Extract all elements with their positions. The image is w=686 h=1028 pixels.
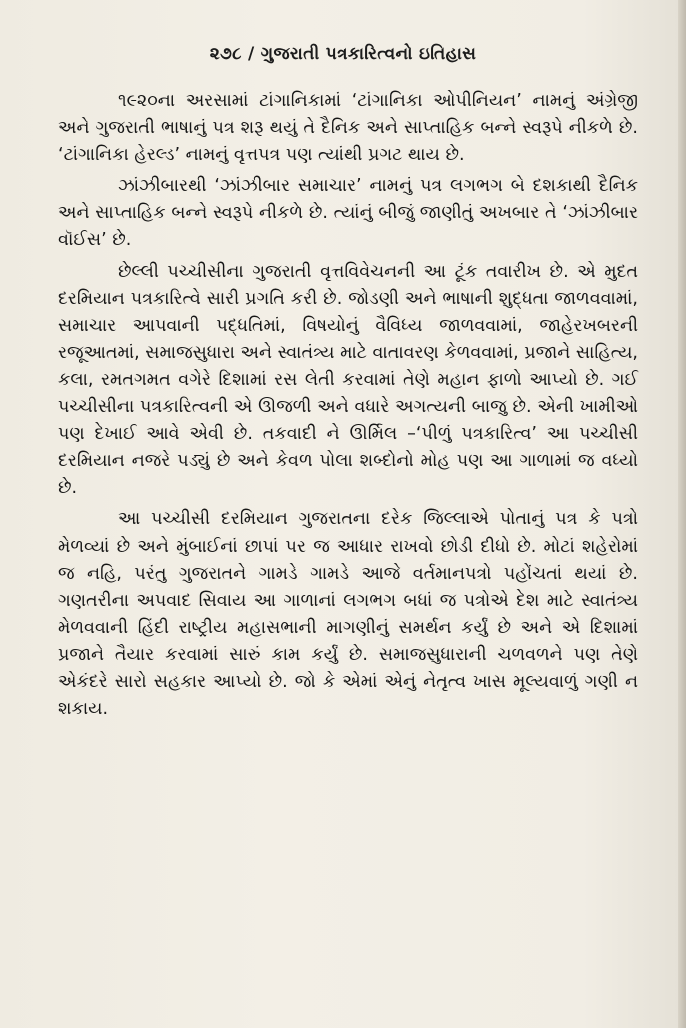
paragraph-zanzibar: ઝાંઝીબારથી ‘ઝાંઝીબાર સમાચાર’ નામનું પત્ર લગભગ બે દશકાથી દૈનિક અને સાપ્તાહિક બન્ને સ્વરૂપે નીકળે છે. ત્યાંનું બીજું જાણીતું અખબાર તે ‘ઝાંઝીબાર વૉઈસ’ છે. <box>58 176 638 251</box>
body-text <box>58 88 638 727</box>
header-separator: / <box>248 44 255 64</box>
paragraph-review: છેલ્લી પચ્ચીસીના ગુજરાતી વૃત્તવિવેચનની આ ટૂંક તવારીખ છે. એ મુદત દરમિયાન પત્રકારિત્વે સારી પ્રગતિ કરી છે. જોડણી અને ભાષાની શુદ્ધતા જાળવવામાં, સમાચાર આપવાની પદ્ધતિમાં, વિષયોનું વૈવિધ્ય જાળવવામાં, જાહેરખબરની રજૂઆતમાં, સમાજસુધારા અને સ્વાતંત્ર્ય માટે વાતાવરણ કેળવવામાં, પ્રજાને સાહિત્ય, કલા, રમતગમત વગેરે દિશામાં રસ લેતી કરવામાં તેણે મહાન ફાળો આપ્યો છે. ગઈ પચ્ચીસીના પત્રકારિત્વની એ ઊજળી અને વધારે અગત્યની બાજુ છે. એની ખામીઓ પણ દેખાઈ આવે એવી છે. તકવાદી ને ઊર્મિલ –‘પીળું પત્રકારિત્વ’ આ પચ્ચીસી દરમિયાન નજરે પડ્યું છે અને કેવળ પોલા શબ્દોનો મોહ પણ આ ગાળામાં જ વધ્યો છે. <box>58 261 638 499</box>
page-number: ૨૭૮ <box>209 44 242 64</box>
paragraph-tanganyika: ૧૯૨૦ના અરસામાં ટાંગાનિકામાં ‘ટાંગાનિકા ઓપીનિયન’ નામનું અંગ્રેજી અને ગુજરાતી ભાષાનું પત્ર શરૂ થયું તે દૈનિક અને સાપ્તાહિક બન્ને સ્વરૂપે નીકળે છે. ‘ટાંગાનિકા હેરલ્ડ’ નામનું વૃત્તપત્ર પણ ત્યાંથી પ્રગટ થાય છે. <box>58 91 638 166</box>
book-title: ગુજરાતી પત્રકારિત્વનો ઇતિહાસ <box>260 44 477 64</box>
page-edge <box>678 0 686 1028</box>
running-head <box>0 44 686 64</box>
paragraph-districts: આ પચ્ચીસી દરમિયાન ગુજરાતના દરેક જિલ્લાએ પોતાનું પત્ર કે પત્રો મેળવ્યાં છે અને મુંબાઈનાં છાપાં પર જ આધાર રાખવો છોડી દીધો છે. મોટાં શહેરોમાં જ નહિ, પરંતુ ગુજરાતને ગામડે ગામડે આજે વર્તમાનપત્રો પહોંચતાં થયાં છે. ગણતરીના અપવાદ સિવાય આ ગાળાનાં લગભગ બધાં જ પત્રોએ દેશ માટે સ્વાતંત્ર્ય મેળવવાની હિંદી રાષ્ટ્રીય મહાસભાની માગણીનું સમર્થન કર્યું છે અને એ દિશામાં પ્રજાને તૈયાર કરવામાં સારું કામ કર્યું છે. સમાજસુધારાની ચળવળને પણ તેણે એકંદરે સારો સહકાર આપ્યો છે. જો કે એમાં એનું નેતૃત્વ ખાસ મૂલ્યવાળું ગણી ન શકાય. <box>58 509 638 720</box>
